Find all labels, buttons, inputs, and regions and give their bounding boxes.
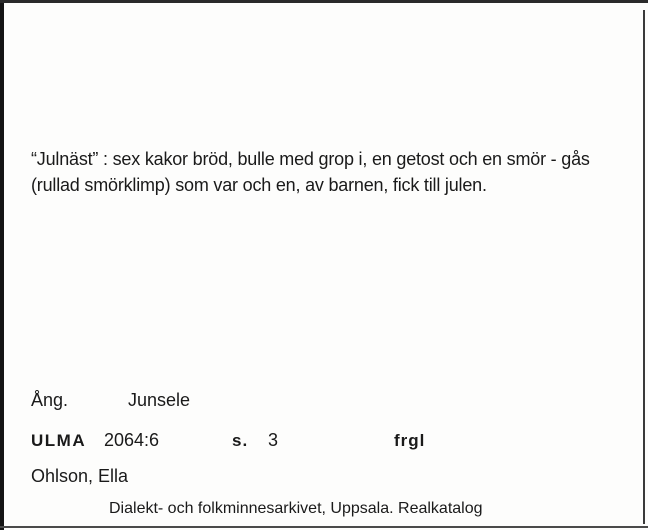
author-name: Ohlson, Ella (31, 466, 129, 486)
ang-value: Junsele (128, 390, 191, 410)
ang-label: Ång. (31, 390, 69, 410)
frgl-label: frgl (394, 431, 426, 450)
ulma-number: 2064:6 (104, 430, 160, 450)
card-edge-bottom (0, 526, 648, 528)
page-label: s. (232, 431, 249, 450)
card-edge-left (0, 0, 4, 530)
ulma-label: ULMA (31, 431, 87, 450)
card-edge-right (643, 10, 645, 524)
page-number: 3 (268, 430, 279, 450)
card-edge-top (0, 0, 648, 3)
archive-footer: Dialekt- och folkminnesarkivet, Uppsala. Realkatalog (109, 500, 483, 517)
card-body-text: “Julnäst” : sex kakor bröd, bulle med grop i, en getost och en smör - gås (rullad smörklimp) som var och en, av barnen, fick till julen. (31, 149, 590, 195)
